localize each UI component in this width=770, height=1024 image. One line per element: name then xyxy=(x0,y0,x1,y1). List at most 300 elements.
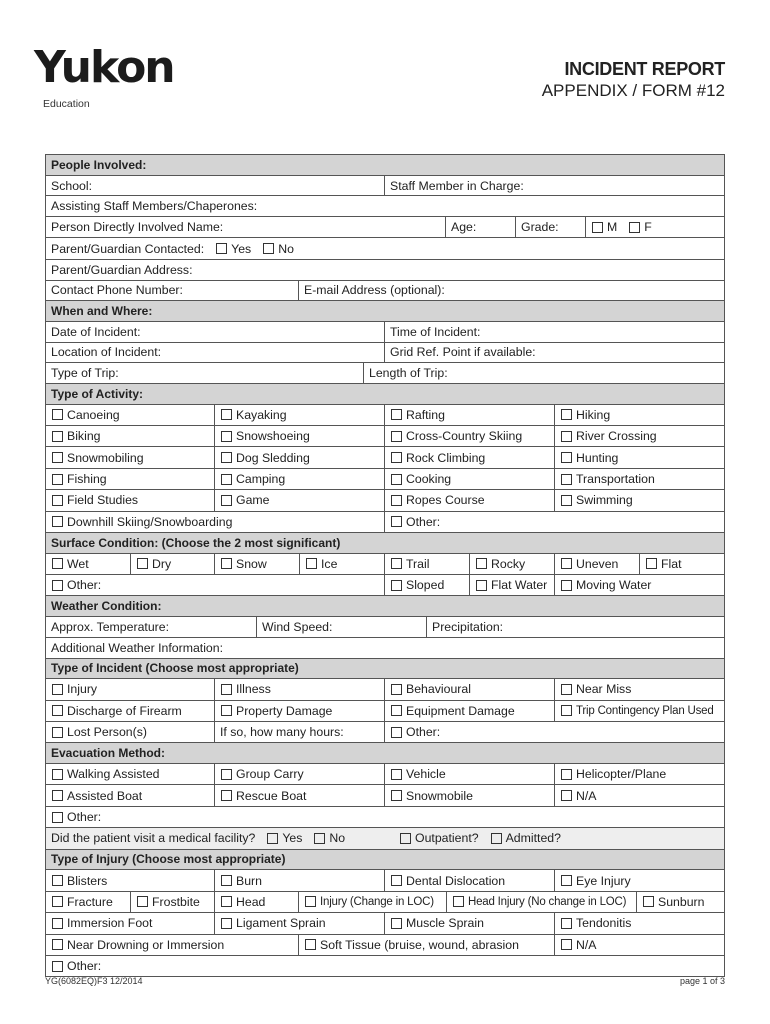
evacuation-option xyxy=(46,764,215,784)
surface-row xyxy=(46,554,724,575)
parent-contacted-field xyxy=(46,238,724,258)
option-label: Discharge of Firearm xyxy=(67,703,182,718)
option-label: Fishing xyxy=(67,472,107,487)
checkbox[interactable] xyxy=(391,580,402,591)
checkbox[interactable] xyxy=(646,558,657,569)
checkbox[interactable] xyxy=(561,495,572,506)
parent-yes-label: Yes xyxy=(231,241,252,256)
checkbox[interactable] xyxy=(52,684,63,695)
activity-option xyxy=(385,405,555,425)
form-row xyxy=(46,196,724,217)
option-label: Walking Assisted xyxy=(67,767,160,782)
checkbox[interactable] xyxy=(306,558,317,569)
section-header-people: People Involved: xyxy=(46,155,724,176)
phone-field[interactable]: Contact Phone Number: xyxy=(46,281,299,301)
incident-option xyxy=(46,701,215,721)
option-label: Rafting xyxy=(406,407,445,422)
checkbox[interactable] xyxy=(561,769,572,780)
injury-option xyxy=(131,892,215,912)
checkbox[interactable] xyxy=(221,896,232,907)
option-label: Other: xyxy=(406,514,441,529)
checkbox[interactable] xyxy=(643,896,654,907)
checkbox[interactable] xyxy=(52,474,63,485)
incident-row xyxy=(46,701,724,722)
surface-option xyxy=(470,575,555,595)
checkbox[interactable] xyxy=(561,580,572,591)
evacuation-option xyxy=(555,764,724,784)
surface-option xyxy=(555,575,724,595)
injury-option xyxy=(46,892,131,912)
option-label: Behavioural xyxy=(406,682,471,697)
section-header-injury: Type of Injury (Choose most appropriate) xyxy=(46,850,724,871)
wind-speed-field[interactable]: Wind Speed: xyxy=(257,617,427,637)
option-label: Snowmobiling xyxy=(67,450,144,465)
option-label: Injury (Change in LOC) xyxy=(320,895,434,908)
email-field[interactable]: E-mail Address (optional): xyxy=(304,283,445,298)
option-label: Ligament Sprain xyxy=(236,916,326,931)
evacuation-option xyxy=(555,785,724,805)
checkbox[interactable] xyxy=(221,769,232,780)
activity-option xyxy=(385,447,555,467)
form-row xyxy=(46,176,724,197)
male-label: M xyxy=(607,220,618,235)
surface-option xyxy=(131,554,215,574)
checkbox[interactable] xyxy=(52,580,63,591)
option-label: Frostbite xyxy=(152,894,200,909)
section-header-activity: Type of Activity: xyxy=(46,384,724,405)
checkbox[interactable] xyxy=(391,431,402,442)
option-label: Camping xyxy=(236,472,286,487)
activity-row xyxy=(46,512,724,533)
form-row xyxy=(46,281,724,302)
parent-contacted-label: Parent/Guardian Contacted: xyxy=(51,241,205,256)
checkbox[interactable] xyxy=(561,431,572,442)
option-label: Rock Climbing xyxy=(406,450,486,465)
evacuation-option xyxy=(215,785,385,805)
injury-option xyxy=(385,870,555,890)
option-label: N/A xyxy=(576,788,597,803)
option-label: Lost Person(s) xyxy=(67,725,147,740)
form-subtitle: APPENDIX / FORM #12 xyxy=(541,81,725,100)
female-label: F xyxy=(644,220,652,235)
evacuation-row xyxy=(46,807,724,828)
activity-option xyxy=(555,426,724,446)
checkbox[interactable] xyxy=(221,452,232,463)
surface-option xyxy=(300,554,385,574)
medical-question-label: Did the patient visit a medical facility? xyxy=(51,831,256,846)
option-label: Rocky xyxy=(491,556,526,571)
form-title-block xyxy=(542,58,725,102)
activity-row xyxy=(46,405,724,426)
checkbox[interactable] xyxy=(52,875,63,886)
checkbox[interactable] xyxy=(221,705,232,716)
option-label: Tendonitis xyxy=(576,916,632,931)
activity-option xyxy=(46,469,215,489)
checkbox[interactable] xyxy=(391,705,402,716)
checkbox[interactable] xyxy=(52,495,63,506)
page-number: page 1 of 3 xyxy=(679,976,725,986)
option-label: Trip Contingency Plan Used xyxy=(576,704,714,717)
surface-other-field xyxy=(46,575,385,595)
school-field[interactable]: School: xyxy=(46,176,385,196)
parent-no-checkbox[interactable] xyxy=(263,243,274,254)
option-label: Soft Tissue (bruise, wound, abrasion xyxy=(320,937,519,952)
checkbox[interactable] xyxy=(52,961,63,972)
injury-option xyxy=(299,892,447,912)
activity-option xyxy=(215,469,385,489)
option-label: Ice xyxy=(321,556,338,571)
section-header-evacuation: Evacuation Method: xyxy=(46,743,724,764)
option-label: Dog Sledding xyxy=(236,450,310,465)
injury-option xyxy=(46,935,299,955)
checkbox[interactable] xyxy=(137,558,148,569)
activity-option xyxy=(215,447,385,467)
checkbox[interactable] xyxy=(52,452,63,463)
option-label: River Crossing xyxy=(576,429,657,444)
checkbox[interactable] xyxy=(52,918,63,929)
option-label: Near Miss xyxy=(576,682,632,697)
form-row xyxy=(46,217,724,238)
grade-field[interactable]: Grade: xyxy=(516,217,586,237)
option-label: Group Carry xyxy=(236,767,304,782)
activity-row xyxy=(46,447,724,468)
injury-option xyxy=(46,870,215,890)
checkbox[interactable] xyxy=(52,558,63,569)
activity-option xyxy=(46,447,215,467)
injury-option xyxy=(215,892,299,912)
admitted-checkbox[interactable] xyxy=(491,833,502,844)
checkbox[interactable] xyxy=(305,939,316,950)
yukon-logo xyxy=(34,42,174,110)
activity-option xyxy=(555,405,724,425)
incident-option xyxy=(215,679,385,699)
activity-option xyxy=(215,426,385,446)
option-label: Equipment Damage xyxy=(406,703,515,718)
activity-option xyxy=(385,490,555,510)
checkbox[interactable] xyxy=(52,790,63,801)
checkbox[interactable] xyxy=(221,875,232,886)
option-label: N/A xyxy=(576,937,597,952)
injury-option xyxy=(555,870,724,890)
trip-length-field[interactable]: Length of Trip: xyxy=(369,366,448,381)
checkbox[interactable] xyxy=(52,431,63,442)
person-name-field[interactable]: Person Directly Involved Name: xyxy=(46,217,446,237)
medical-facility-row xyxy=(46,828,724,849)
activity-row xyxy=(46,490,724,511)
checkbox[interactable] xyxy=(561,452,572,463)
option-label: Moving Water xyxy=(576,578,652,593)
checkbox[interactable] xyxy=(561,875,572,886)
form-title: INCIDENT REPORT xyxy=(564,59,725,79)
activity-option xyxy=(555,469,724,489)
incident-option xyxy=(46,679,215,699)
checkbox[interactable] xyxy=(52,896,63,907)
medical-status xyxy=(394,828,724,848)
checkbox[interactable] xyxy=(52,769,63,780)
additional-weather-field[interactable]: Additional Weather Information: xyxy=(51,640,224,655)
injury-row xyxy=(46,956,724,977)
option-label: Vehicle xyxy=(406,767,446,782)
lost-hours-field[interactable]: If so, how many hours: xyxy=(215,722,385,742)
checkbox[interactable] xyxy=(52,727,63,738)
checkbox[interactable] xyxy=(221,684,232,695)
activity-option xyxy=(215,405,385,425)
checkbox[interactable] xyxy=(221,495,232,506)
option-label: Kayaking xyxy=(236,407,287,422)
incident-form xyxy=(45,154,725,977)
form-row xyxy=(46,363,724,384)
medical-no-label: No xyxy=(329,831,346,846)
option-label: Transportation xyxy=(576,472,655,487)
checkbox[interactable] xyxy=(391,409,402,420)
option-label: Snowmobile xyxy=(406,788,473,803)
activity-option xyxy=(555,447,724,467)
activity-option xyxy=(215,490,385,510)
temperature-field[interactable]: Approx. Temperature: xyxy=(46,617,257,637)
injury-row xyxy=(46,892,724,913)
outpatient-label: Outpatient? xyxy=(415,831,479,846)
checkbox[interactable] xyxy=(305,896,316,907)
checkbox[interactable] xyxy=(221,474,232,485)
injury-row xyxy=(46,870,724,891)
checkbox[interactable] xyxy=(561,558,572,569)
evacuation-option xyxy=(385,785,555,805)
medical-yes-label: Yes xyxy=(282,831,303,846)
grid-ref-field[interactable]: Grid Ref. Point if available: xyxy=(390,345,536,360)
injury-option xyxy=(555,913,724,933)
option-label: Rescue Boat xyxy=(236,788,307,803)
option-label: Eye Injury xyxy=(576,873,631,888)
assisting-staff-field[interactable]: Assisting Staff Members/Chaperones: xyxy=(51,199,258,214)
form-row xyxy=(46,617,724,638)
medical-no-checkbox[interactable] xyxy=(314,833,325,844)
date-field[interactable]: Date of Incident: xyxy=(46,322,385,342)
surface-option xyxy=(215,554,300,574)
option-label: Assisted Boat xyxy=(67,788,143,803)
checkbox[interactable] xyxy=(561,684,572,695)
checkbox[interactable] xyxy=(561,939,572,950)
checkbox[interactable] xyxy=(52,939,63,950)
checkbox[interactable] xyxy=(391,516,402,527)
option-label: Illness xyxy=(236,682,271,697)
checkbox[interactable] xyxy=(52,409,63,420)
surface-row xyxy=(46,575,724,596)
checkbox[interactable] xyxy=(561,790,572,801)
form-row xyxy=(46,343,724,364)
option-label: Snow xyxy=(236,556,267,571)
incident-other-field xyxy=(385,722,724,742)
checkbox[interactable] xyxy=(221,558,232,569)
option-label: Dry xyxy=(152,556,172,571)
option-label: Burn xyxy=(236,873,262,888)
precipitation-field[interactable]: Precipitation: xyxy=(432,620,504,634)
activity-option xyxy=(385,426,555,446)
male-checkbox[interactable] xyxy=(592,222,603,233)
injury-other-field xyxy=(46,956,724,976)
checkbox[interactable] xyxy=(476,558,487,569)
option-label: Cooking xyxy=(406,472,452,487)
incident-option xyxy=(385,701,555,721)
incident-row xyxy=(46,679,724,700)
option-label: Other: xyxy=(67,959,102,974)
checkbox[interactable] xyxy=(476,580,487,591)
checkbox[interactable] xyxy=(453,896,464,907)
checkbox[interactable] xyxy=(52,812,63,823)
option-label: Head xyxy=(236,894,266,909)
checkbox[interactable] xyxy=(221,409,232,420)
female-checkbox[interactable] xyxy=(629,222,640,233)
option-label: Flat Water xyxy=(491,578,548,593)
time-field[interactable]: Time of Incident: xyxy=(390,324,481,339)
surface-option xyxy=(385,575,470,595)
activity-row xyxy=(46,426,724,447)
outpatient-checkbox[interactable] xyxy=(400,833,411,844)
logo-wordmark: Yukon xyxy=(34,42,174,93)
option-label: Flat xyxy=(661,556,682,571)
option-label: Immersion Foot xyxy=(67,916,153,931)
option-label: Wet xyxy=(67,556,89,571)
medical-question xyxy=(46,828,394,848)
checkbox[interactable] xyxy=(52,516,63,527)
option-label: Cross-Country Skiing xyxy=(406,429,523,444)
activity-row xyxy=(46,469,724,490)
option-label: Trail xyxy=(406,556,430,571)
checkbox[interactable] xyxy=(561,474,572,485)
injury-option xyxy=(447,892,637,912)
incident-option xyxy=(46,722,215,742)
checkbox[interactable] xyxy=(391,495,402,506)
option-label: Muscle Sprain xyxy=(406,916,484,931)
option-label: Other: xyxy=(67,810,102,825)
option-label: Fracture xyxy=(67,894,113,909)
surface-option xyxy=(46,554,131,574)
gender-options xyxy=(586,217,724,237)
incident-option xyxy=(555,701,724,721)
incident-option xyxy=(555,679,724,699)
evacuation-option xyxy=(385,764,555,784)
evacuation-option xyxy=(46,785,215,805)
option-label: Dental Dislocation xyxy=(406,873,506,888)
option-label: Ropes Course xyxy=(406,493,485,508)
form-row xyxy=(46,638,724,659)
activity-option xyxy=(46,405,215,425)
incident-row xyxy=(46,722,724,743)
checkbox[interactable] xyxy=(137,896,148,907)
option-label: Biking xyxy=(67,429,101,444)
parent-address-field[interactable]: Parent/Guardian Address: xyxy=(51,262,193,277)
activity-option xyxy=(46,512,385,532)
checkbox[interactable] xyxy=(391,727,402,738)
option-label: Other: xyxy=(67,578,102,593)
form-row xyxy=(46,238,724,259)
activity-other-field xyxy=(385,512,724,532)
activity-option xyxy=(385,469,555,489)
admitted-label: Admitted? xyxy=(505,831,561,846)
checkbox[interactable] xyxy=(221,431,232,442)
injury-option xyxy=(299,935,555,955)
surface-option xyxy=(470,554,555,574)
parent-no-label: No xyxy=(278,241,294,256)
parent-yes-checkbox[interactable] xyxy=(216,243,227,254)
logo-subtitle: Education xyxy=(43,98,90,110)
option-label: Downhill Skiing/Snowboarding xyxy=(67,514,233,529)
surface-option xyxy=(385,554,470,574)
location-field[interactable]: Location of Incident: xyxy=(46,343,385,363)
section-header-weather: Weather Condition: xyxy=(46,596,724,617)
activity-option xyxy=(46,490,215,510)
injury-option xyxy=(637,892,724,912)
injury-option xyxy=(555,935,724,955)
incident-option xyxy=(385,679,555,699)
checkbox[interactable] xyxy=(391,918,402,929)
option-label: Head Injury (No change in LOC) xyxy=(468,895,627,908)
form-row xyxy=(46,322,724,343)
injury-option xyxy=(215,870,385,890)
injury-option xyxy=(46,913,215,933)
section-header-surface: Surface Condition: (Choose the 2 most significant) xyxy=(46,533,724,554)
checkbox[interactable] xyxy=(391,452,402,463)
checkbox[interactable] xyxy=(391,875,402,886)
checkbox[interactable] xyxy=(391,769,402,780)
activity-option xyxy=(555,490,724,510)
option-label: Property Damage xyxy=(236,703,333,718)
option-label: Helicopter/Plane xyxy=(576,767,667,782)
checkbox[interactable] xyxy=(221,790,232,801)
activity-option xyxy=(46,426,215,446)
option-label: Sloped xyxy=(406,578,445,593)
option-label: Canoeing xyxy=(67,407,120,422)
option-label: Hiking xyxy=(576,407,611,422)
option-label: Injury xyxy=(67,682,98,697)
evacuation-other-field xyxy=(46,807,724,827)
option-label: Hunting xyxy=(576,450,619,465)
surface-option xyxy=(640,554,724,574)
option-label: Uneven xyxy=(576,556,619,571)
option-label: Other: xyxy=(406,725,441,740)
form-row xyxy=(46,260,724,281)
checkbox[interactable] xyxy=(391,684,402,695)
age-field[interactable]: Age: xyxy=(446,217,516,237)
injury-row xyxy=(46,913,724,934)
evacuation-row xyxy=(46,785,724,806)
checkbox[interactable] xyxy=(221,918,232,929)
option-label: Field Studies xyxy=(67,493,139,508)
checkbox[interactable] xyxy=(391,558,402,569)
checkbox[interactable] xyxy=(561,918,572,929)
injury-row xyxy=(46,935,724,956)
checkbox[interactable] xyxy=(391,790,402,801)
option-label: Swimming xyxy=(576,493,633,508)
option-label: Blisters xyxy=(67,873,108,888)
surface-option xyxy=(555,554,640,574)
checkbox[interactable] xyxy=(561,409,572,420)
injury-option xyxy=(385,913,555,933)
trip-type-field[interactable]: Type of Trip: xyxy=(46,363,364,383)
option-label: Game xyxy=(236,493,270,508)
injury-option xyxy=(215,913,385,933)
section-header-incident: Type of Incident (Choose most appropriate) xyxy=(46,659,724,680)
option-label: Near Drowning or Immersion xyxy=(67,937,225,952)
staff-in-charge-field[interactable]: Staff Member in Charge: xyxy=(390,178,524,193)
incident-option xyxy=(215,701,385,721)
checkbox[interactable] xyxy=(52,705,63,716)
option-label: Snowshoeing xyxy=(236,429,310,444)
checkbox[interactable] xyxy=(391,474,402,485)
evacuation-row xyxy=(46,764,724,785)
form-code: YG(6082EQ)F3 12/2014 xyxy=(45,976,143,986)
checkbox[interactable] xyxy=(561,705,572,716)
medical-yes-checkbox[interactable] xyxy=(267,833,278,844)
